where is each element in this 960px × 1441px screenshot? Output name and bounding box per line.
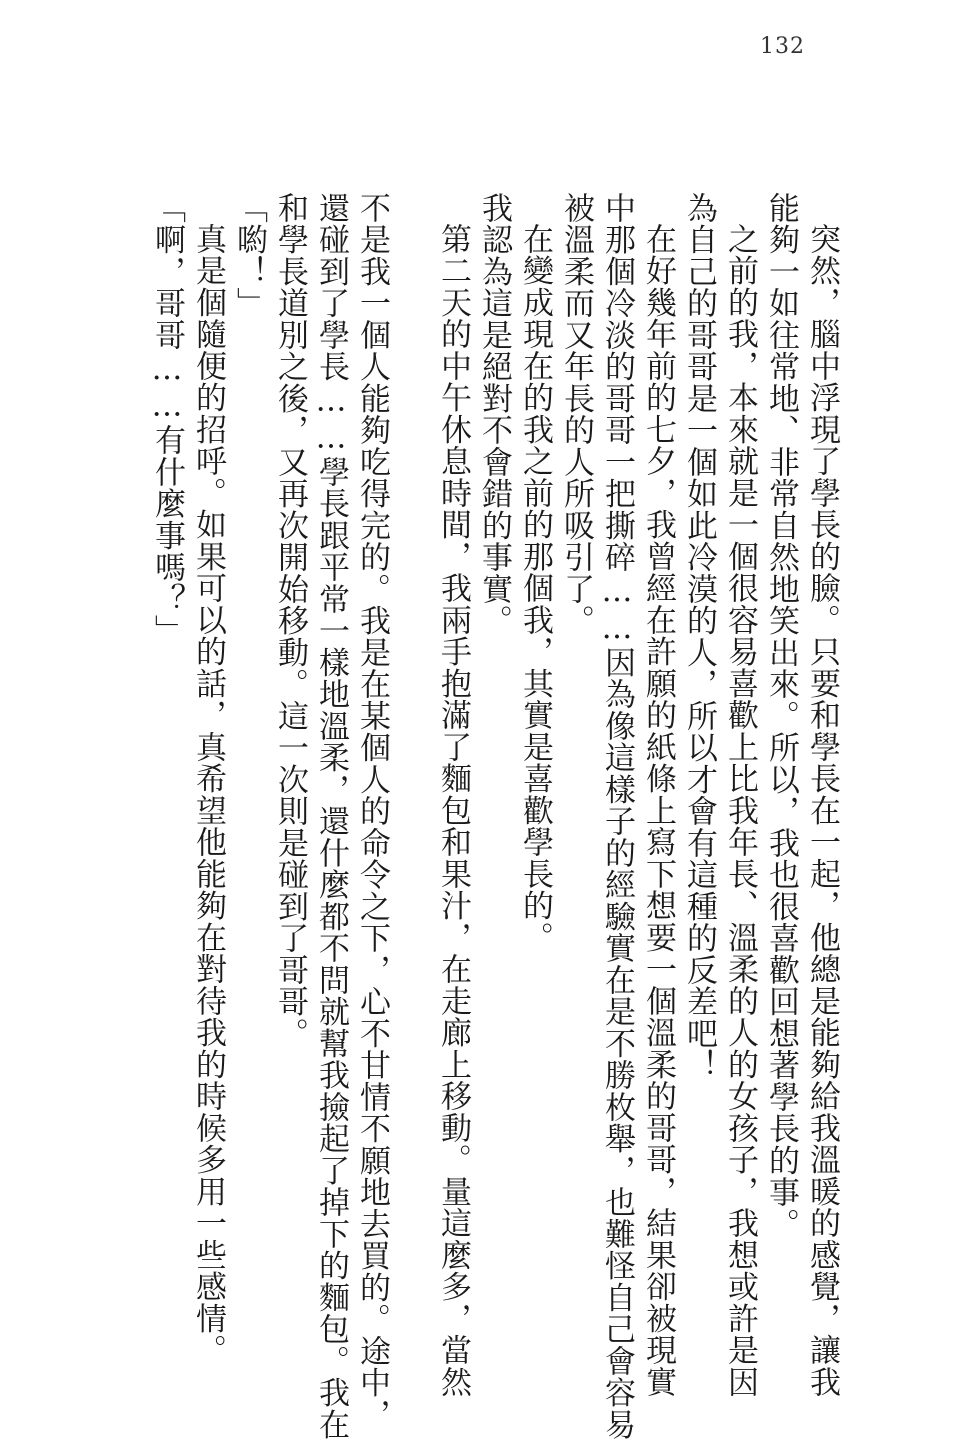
text-line: 和學長道別之後，又再次開始移動。這一次則是碰到了哥哥。: [272, 192, 308, 1050]
text-line: 在好幾年前的七夕，我曾經在許願的紙條上寫下想要一個溫柔的哥哥，結果卻被現實: [640, 223, 676, 1398]
text-line: 還碰到了學長……學長跟平常一樣地溫柔，還什麼都不問就幫我撿起了掉下的麵包。我在: [313, 192, 349, 1441]
text-line: 「喲！」: [231, 192, 267, 319]
text-line: 之前的我，本來就是一個很容易喜歡上比我年長、溫柔的人的女孩子，我想或許是因: [722, 223, 758, 1398]
text-line: 為自己的哥哥是一個如此冷漠的人，所以才會有這種的反差吧！: [681, 192, 717, 1081]
text-line: 第二天的中午休息時間，我兩手抱滿了麵包和果汁，在走廊上移動。量這麼多，當然: [435, 223, 471, 1398]
text-line: 被溫柔而又年長的人所吸引了。: [558, 192, 594, 637]
text-line: 能夠一如往常地、非常自然地笑出來。所以，我也很喜歡回想著學長的事。: [763, 192, 799, 1240]
text-line: 「啊，哥哥……有什麼事嗎？」: [149, 192, 185, 647]
text-line: 我認為這是絕對不會錯的事實。: [476, 192, 512, 637]
body-text: [146, 192, 842, 1441]
text-line: 不是我一個人能夠吃得完的。我是在某個人的命令之下，心不甘情不願地去買的。途中，: [354, 192, 390, 1431]
text-line: 真是個隨便的招呼。如果可以的話，真希望他能夠在對待我的時候多用一些感情。: [190, 223, 226, 1366]
text-line: 在變成現在的我之前的那個我，其實是喜歡學長的。: [517, 223, 553, 954]
text-line: 突然，腦中浮現了學長的臉。只要和學長在一起，他總是能夠給我溫暖的感覺，讓我: [804, 223, 840, 1398]
text-line: 中那個冷淡的哥哥一把撕碎……因為像這樣子的經驗實在是不勝枚舉，也難怪自己會容易: [599, 192, 635, 1441]
page-number: 132: [760, 34, 805, 59]
